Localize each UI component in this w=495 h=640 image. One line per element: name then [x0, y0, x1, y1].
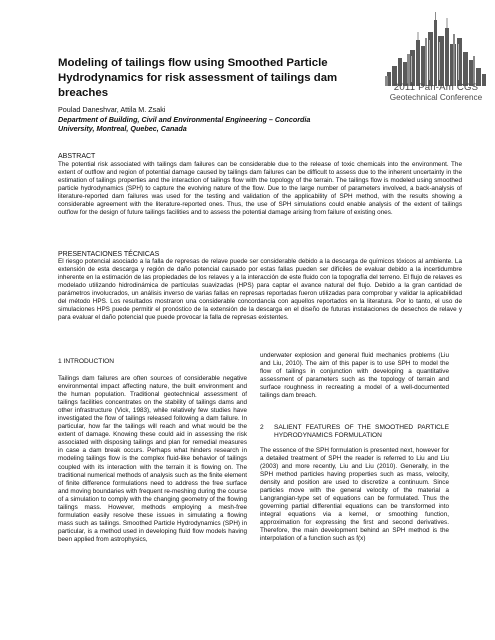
conference-name: 2011 Pan-Am CGS [393, 82, 479, 93]
abstract-body [58, 161, 462, 217]
conference-subtitle: Geotechnical Conference [389, 93, 483, 102]
introduction-continued-text: underwater explosion and general fluid mechanics problems (Liu and Liu, 2010). The aim of this paper is to use SPH to model the flow of tailings in conjunction with developing a quantitative assessment of parameters such as the topology of terrain and surface roughness in recreating a model of a well-documented tailings dam breach. [260, 352, 449, 400]
author-block [58, 105, 378, 134]
affiliation-line-1: Department of Building, Civil and Environmental Engineering – Concordia [58, 115, 311, 125]
abstract-heading: ABSTRACT [58, 153, 96, 160]
section-2-heading [260, 424, 449, 440]
section-2-text: The essence of the SPH formulation is presented next, however for a detailed treatment of SPH the reader is referred to Liu and Liu (2003) and more recently, Liu and Liu (2010). Generally, in the SPH method particles having properties such as mass, velocity, density and position are used to discretize a continuum. Since particles move with the general velocity of the material a Langrangian-type set of equations can be formulated. Thus the governing partial differential equations can be transformed into integral equations via a kernel, or smoothing function, approximation for expressing the first and second derivatives. Therefore, the main development behind an SPH method is the interpolation of a function such as f(x) [260, 446, 449, 543]
introduction-text: Tailings dam failures are often sources of considerable negative environmental impact affecting nature, the built environment and the human population. Traditional geotechnical assessment of tailings facilities concentrates on the stability of tailings dams and other infrastructure (Vick, 1983), while relatively few studies have investigated the flow of tailings released following a dam failure. In particular, how far the tailings will reach and what would be the extent of damage. Knowing these could aid in assessing the risk associated with disposing tailings and plan for remedial measures in case a dam break occurs. Perhaps what hinders research in modeling tailings flow is the complex fluid-like behavior of tailings coupled with its interaction with the terrain it is flowing on. The traditional numerical methods of analysis such as the finite element of finite difference formulations need to address the free surface and moving boundaries with frequent re-meshing during the course of a simulation to comply with the changing geometry of the flowing tailings mass. However, methods employing a mesh-free formulation easily resolve these issues in simulating a flowing mass such as tailings. Smoothed Particle Hydrodynamics (SPH) in particular, is a method used in developing fluid flow models having been applied from astrophysics, [58, 375, 247, 543]
author-names: Poulad Daneshvar, Attila M. Zsaki [58, 105, 166, 114]
paper-title: Modeling of tailings flow using Smoothed Particle Hydrodynamics for risk assessment of tailings dam breaches [58, 57, 338, 99]
section-2-number: 2 [260, 424, 264, 432]
affiliation-line-2: University, Montreal, Quebec, Canada [58, 124, 187, 134]
right-column [260, 352, 449, 543]
introduction-heading: 1 INTRODUCTION [58, 358, 115, 365]
resumen-heading: PRESENTACIONES TÉCNICAS [58, 251, 160, 258]
resumen-body [58, 258, 462, 322]
abstract-text: The potential risk associated with tailings dam failures can be considerable due to the release of toxic chemicals into the environment. The extent of outflow and region of potential damage caused by tailings dam failures can be difficult to assess due to the inherent uncertainty in the estimation of tailings properties and the interaction of tailings flow with the topology of the terrain. The tailings flow is modeled using smoothed particle hydrodynamics (SPH) to capture the evolving nature of the flow. Due to the large number of parameters involved, a back-analysis of literature-reported dam failures was used for the testing and validation of the applicability of SPH method, with the results showing a considerable agreement with the literature-reported ones. Thus, the use of SPH simulations could enable analysis of the extent of tailings outflow for the design of future tailings facilities and to assess the potential damage arising from failure of existing ones. [58, 161, 462, 217]
resumen-text: El riesgo potencial asociado a la falla de represas de relave puede ser considerable debido a la descarga de químicos tóxicos al ambiente. La extensión de esta descarga y región de daño potencial causado por estas fallas pueden ser difíciles de evaluar debido a la incertidumbre inherente en la estimación de las propiedades de los relaves y a la interacción de este fluido con la topografía del terreno. El flujo de relaves es modelado utilizando hidrodinámica de partículas suavizadas (HPS) para captar el avance natural del flujo. Debido a la gran cantidad de parámetros involucrados, un análisis inverso de varias fallas en represas reportadas fueron utilizadas para comprobar y validar la aplicabilidad del método HPS. Los resultados mostraron una considerable concordancia con aquellos reportados en la literatura. Por lo tanto, el uso de simulaciones HPS puede permitir el pronóstico de la extensión de la descarga en el diseño de futuras instalaciones de desechos de relave y para evaluar el daño potencial que puede provocar la falla de represas existentes. [58, 258, 462, 322]
conference-logo-text [385, 82, 487, 103]
left-column [58, 358, 247, 544]
section-2-title: SALIENT FEATURES OF THE SMOOTHED PARTICLE HYDRODYNAMICS FORMULATION [274, 424, 449, 440]
